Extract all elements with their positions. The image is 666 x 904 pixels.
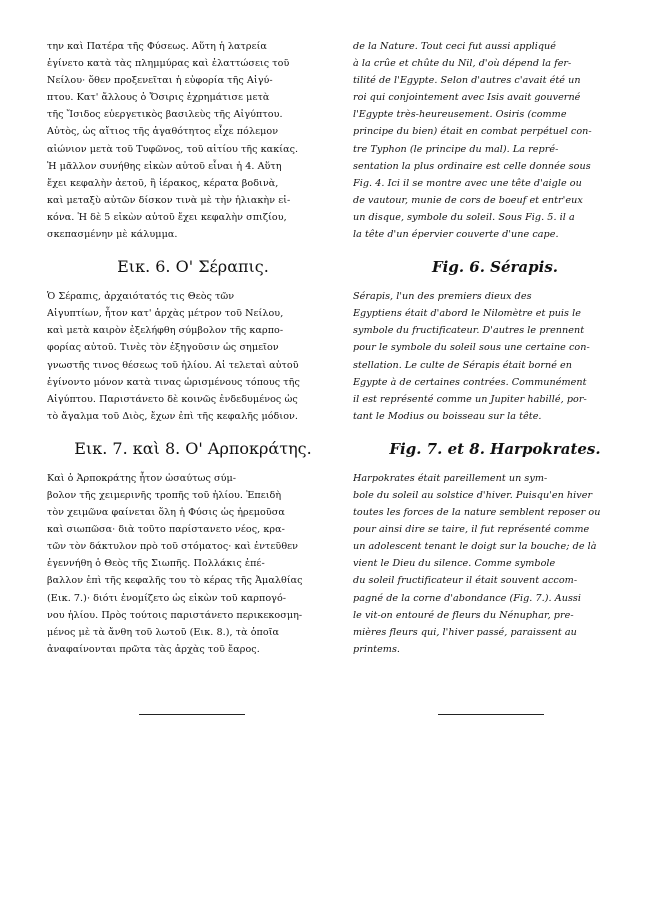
french-heading-harpokrates: Fig. 7. et 8. Harpokrates. xyxy=(389,439,601,458)
text-line: βολον τῆς χειμερινῆς τροπῆς τοῦ ἡλίου. Ἐπειδὴ xyxy=(47,489,282,501)
greek-paragraph-harpokrates xyxy=(47,470,339,658)
text-line: tre Typhon (le principe du mal). La repré- xyxy=(353,143,559,155)
text-line: pagné de la corne d'abondance (Fig. 7.). Aussi xyxy=(353,592,582,604)
text-line: ἐγίνοντο μόνον κατὰ τινας ὡρισμένους τόπους τῆς xyxy=(47,376,300,388)
french-paragraph-harpokrates xyxy=(353,470,637,658)
text-line: σκεπασμένην μὲ κάλυμμα. xyxy=(47,229,178,241)
text-line: le vit-on entouré de fleurs du Nénuphar, pre- xyxy=(353,609,574,621)
text-line: de la Nature. Tout ceci fut aussi appliqué xyxy=(353,41,557,52)
french-heading-serapis: Fig. 6. Sérapis. xyxy=(431,258,558,277)
text-line: Νείλου· ὅθεν προξενεῖται ἡ εὐφορία τῆς Αἰγύ- xyxy=(47,75,273,87)
text-line: Ἡ μᾶλλον συνήθης εἰκὼν αὐτοῦ εἶναι ἡ 4. Αὕτη xyxy=(47,160,282,172)
text-line: printems. xyxy=(353,643,401,655)
text-line: Ὁ Σέραπις, ἀρχαιότατός τις Θεὸς τῶν xyxy=(47,291,235,303)
text-line: κόνα. Ἡ δὲ 5 εἰκὼν αὐτοῦ ἔχει κεφαλὴν σπιζίου, xyxy=(47,211,287,223)
text-line: Καὶ ὁ Ἁρποκράτης ἦτον ὡσαύτως σύμ- xyxy=(47,472,237,484)
text-line: ἀναφαίνονται πρῶτα τὰς ἀρχὰς τοῦ ἔαρος. xyxy=(47,643,260,655)
greek-heading-serapis: Εικ. 6. Ο' Σέραπις. xyxy=(117,257,269,277)
text-line: il est représenté comme un Jupiter habillé, por- xyxy=(353,393,587,405)
greek-heading-harpokrates: Εικ. 7. καὶ 8. Ο' Αρποκράτης. xyxy=(74,438,312,458)
text-line: βαλλον ἐπὶ τῆς κεφαλῆς του τὸ κέρας τῆς Ἀμαλθίας xyxy=(47,575,303,587)
text-line: Egyptiens était d'abord le Nilomètre et puis le xyxy=(353,308,581,320)
text-line: à la crûe et chûte du Nil, d'où dépend la fer- xyxy=(353,58,572,70)
text-line: toutes les forces de la nature semblent reposer ou xyxy=(353,507,601,519)
text-line: roi qui conjointement avec Isis avait gouverné xyxy=(353,92,581,104)
text-line: de vautour, munie de cors de boeuf et entr'eux xyxy=(353,194,583,206)
left-end-rule xyxy=(139,714,245,715)
text-line: μένος μὲ τὰ ἄνθη τοῦ λωτοῦ (Εικ. 8.), τὰ ὁποῖα xyxy=(47,626,280,638)
text-line: la tête d'un épervier couverte d'une cape. xyxy=(353,229,559,241)
text-line: γνωστῆς τινος θέσεως τοῦ ἡλίου. Αἱ τελεταὶ αὐτοῦ xyxy=(47,359,299,371)
greek-paragraph-serapis xyxy=(47,288,339,425)
text-line: νου ἡλίου. Πρὸς τούτοις παριστάνετο περικεκοσμη- xyxy=(47,609,303,621)
text-line: un disque, symbole du soleil. Sous Fig. 5. il a xyxy=(353,211,575,223)
text-line: pour le symbole du soleil sous une certaine con- xyxy=(353,342,590,354)
text-line: tant le Modius ou boisseau sur la tête. xyxy=(353,410,542,422)
text-line: την καὶ Πατέρα τῆς Φύσεως. Αὕτη ἡ λατρεία xyxy=(47,41,267,52)
text-line: sentation la plus ordinaire est celle donnée sous xyxy=(353,160,591,172)
text-line: Sérapis, l'un des premiers dieux des xyxy=(353,291,532,303)
french-paragraph-serapis xyxy=(353,288,637,425)
greek-paragraph-osiris xyxy=(47,38,339,243)
text-line: symbole du fructificateur. D'autres le prennent xyxy=(353,325,585,337)
text-line: Αἰγυπτίων, ἦτον κατ' ἀρχὰς μέτρον τοῦ Νείλου, xyxy=(47,308,284,320)
french-column xyxy=(353,38,637,658)
text-line: du soleil fructificateur il était souvent accom- xyxy=(353,575,578,587)
text-line: τὸ ἄγαλμα τοῦ Διὸς, ἔχων ἐπὶ τῆς κεφαλῆς μόδιον. xyxy=(47,410,298,422)
text-line: Fig. 4. Ici il se montre avec une tête d'aigle ou xyxy=(353,177,582,189)
text-line: Harpokrates était pareillement un sym- xyxy=(353,472,548,484)
text-line: καὶ σιωπῶσα· διὰ τοῦτο παρίστανετο νέος, κρα- xyxy=(47,524,285,536)
text-line: l'Egypte très-heureusement. Osiris (comme xyxy=(353,109,567,121)
text-line: φορίας αὐτοῦ. Τινὲς τὸν ἐξηγοῦσιν ὡς σημεῖον xyxy=(47,342,279,354)
text-line: ἐγεννήθη ὁ Θεὸς τῆς Σιωπῆς. Πολλάκις ἐπέ- xyxy=(47,558,265,570)
text-line: vient le Dieu du silence. Comme symbole xyxy=(353,558,556,570)
text-line: τῶν τὸν δάκτυλον πρὸ τοῦ στόματος· καὶ ἐντεῦθεν xyxy=(47,541,299,553)
text-line: stellation. Le culte de Sérapis était borné en xyxy=(353,359,572,371)
text-line: principe du bien) était en combat perpétuel con- xyxy=(353,126,592,138)
text-line: Egypte à de certaines contrées. Communément xyxy=(353,376,587,388)
text-line: καὶ μεταξὺ αὐτῶν δίσκον τινὰ μὲ τὴν ἡλιακὴν εἰ- xyxy=(47,194,291,206)
text-line: un adolescent tenant le doigt sur la bouche; de là xyxy=(353,541,597,553)
text-line: πτου. Κατ' ἄλλους ὁ Ὄσιρις ἐχρημάτισε μετὰ xyxy=(47,92,270,104)
text-line: (Εικ. 7.)· διότι ἐνομίζετο ὡς εἰκὼν τοῦ καρπογό- xyxy=(47,592,287,604)
text-line: mières fleurs qui, l'hiver passé, paraissent au xyxy=(353,626,577,638)
text-line: αἰώνιον μετὰ τοῦ Τυφῶνος, τοῦ αἰτίου τῆς κακίας. xyxy=(47,143,299,155)
text-line: bole du soleil au solstice d'hiver. Puisqu'en hiver xyxy=(353,489,593,501)
text-line: tilité de l'Egypte. Selon d'autres c'avait été un xyxy=(353,75,581,87)
text-line: τὸν χειμῶνα φαίνεται ὅλη ἡ Φύσις ὡς ἠρεμοῦσα xyxy=(47,507,285,519)
text-line: ἔχει κεφαλὴν ἀετοῦ, ἢ ἱέρακος, κέρατα βοδινὰ, xyxy=(47,177,279,189)
french-paragraph-osiris xyxy=(353,38,637,243)
text-line: τῆς Ἴσιδος εὐεργετικὸς βασιλεὺς τῆς Αἰγύπτου. xyxy=(47,109,283,121)
text-line: ἐγίνετο κατὰ τὰς πλημμύρας καὶ ἐλαττώσεις τοῦ xyxy=(47,58,290,70)
text-line: pour ainsi dire se taire, il fut représenté comme xyxy=(353,524,590,536)
text-line: καὶ μετὰ καιρὸν ἐξελήφθη σύμβολον τῆς καρπο- xyxy=(47,325,284,337)
right-end-rule xyxy=(438,714,544,715)
text-line: Αἰγύπτου. Παριστάνετο δὲ κοινῶς ἐνδεδυμένος ὡς xyxy=(47,393,298,405)
greek-column xyxy=(47,38,339,658)
text-line: Αὐτὸς, ὡς αἴτιος τῆς ἀγαθότητος εἶχε πόλεμον xyxy=(47,126,279,138)
